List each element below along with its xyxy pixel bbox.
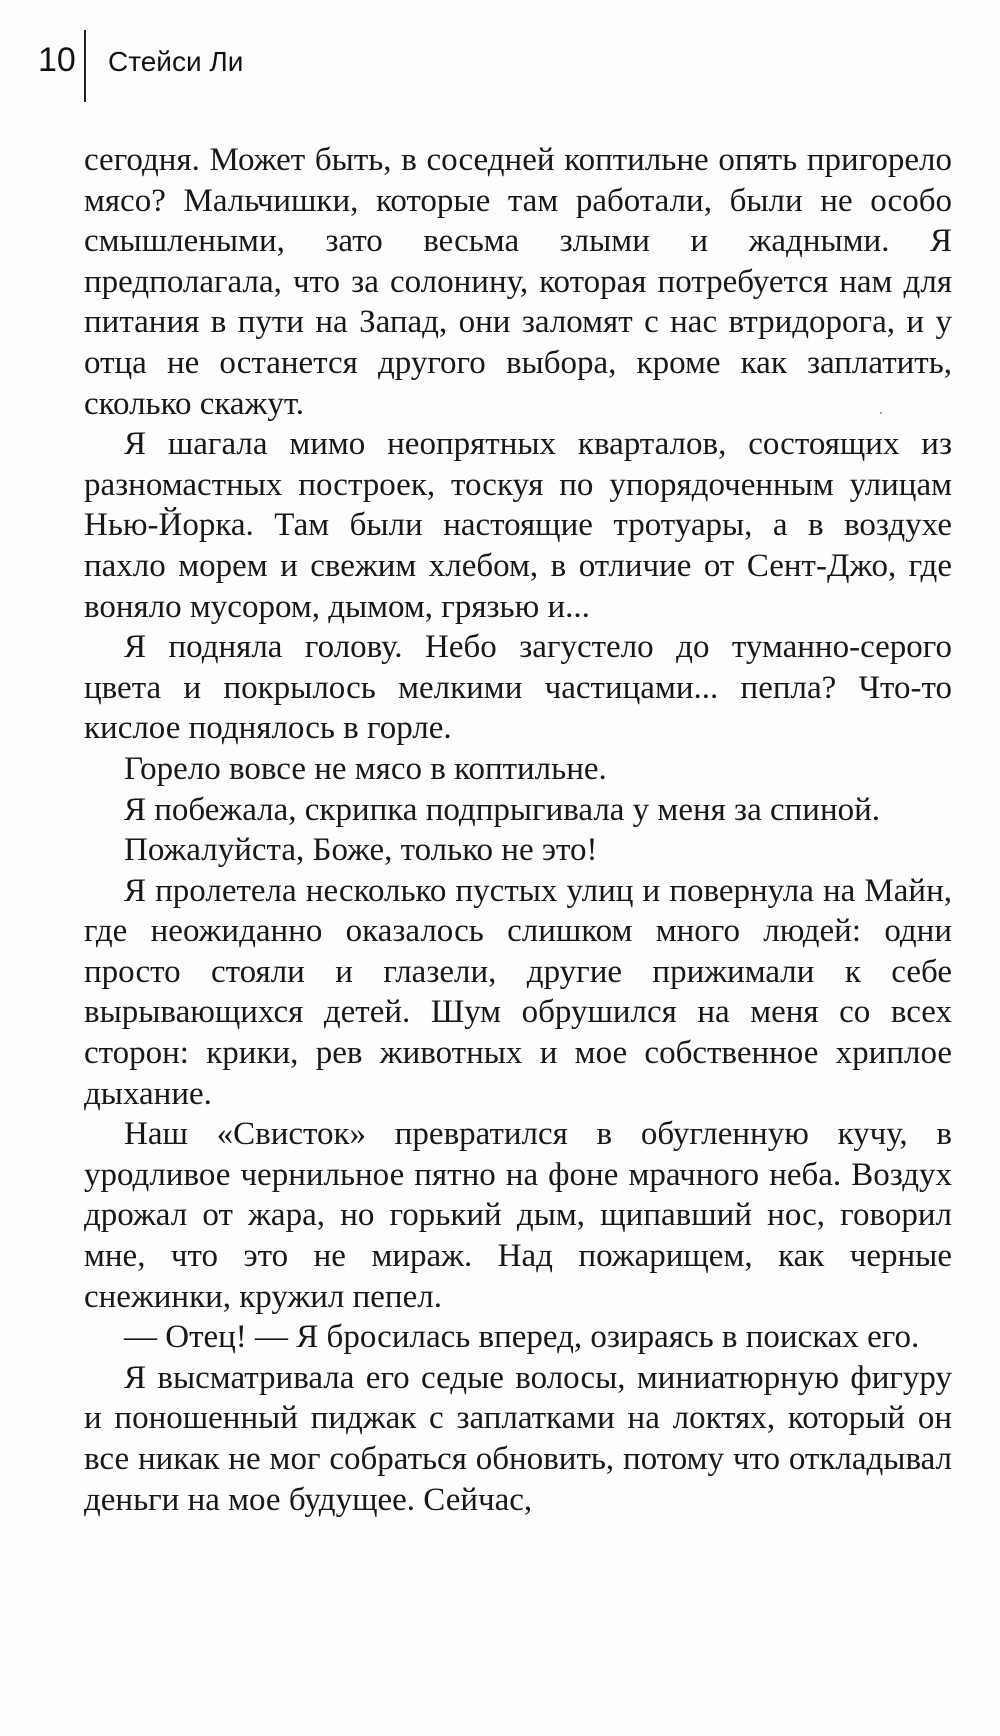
paragraph: Пожалуйста, Боже, только не это! bbox=[124, 832, 598, 869]
print-speck bbox=[880, 412, 882, 414]
paragraph: Я подняла голову. Небо загустело до туманно-серого цвета и покрылось мелкими частицами... пепла? Что-то кислое поднялось в горле. bbox=[84, 629, 952, 747]
paragraph: — Отец! — Я бросилась вперед, озираясь в поисках его. bbox=[124, 1319, 920, 1356]
paragraph: Я высматривала его седые волосы, миниатюрную фигуру и поношенный пиджак с заплатками на локтях, который он все никак не мог собраться обновить, потому что откладывал деньги на мое будущее. Сейчас, bbox=[84, 1359, 952, 1518]
paragraph: Горело вовсе не мясо в коптильне. bbox=[124, 750, 607, 787]
paragraph: Наш «Свисток» превратился в обугленную кучу, в уродливое чернильное пятно на фоне мрачного неба. Воздух дрожал от жара, но горький дым, щипавший нос, говорил мне, что это не мираж. Над пожарищем, как черные снежинки, кружил пепел. bbox=[84, 1116, 952, 1315]
paragraph: сегодня. Может быть, в соседней коптильне опять пригорело мясо? Мальчишки, которые там работали, были не особо смышлеными, зато весьма злыми и жадными. Я предполагала, что за солонину, которая потребуется нам для питания в пути на Запад, они заломят с нас втридорога, и у отца не останется другого выбора, кроме как заплатить, сколько скажут. bbox=[84, 142, 952, 422]
body-text bbox=[84, 140, 952, 1520]
paragraph: Я побежала, скрипка подпрыгивала у меня за спиной. bbox=[124, 791, 881, 828]
paragraph: Я шагала мимо неопрятных кварталов, состоящих из разномастных построек, тоскуя по упорядоченным улицам Нью-Йорка. Там были настоящие тротуары, а в воздухе пахло морем и свежим хлебом, в отличие от Сент-Джо, где воняло мусором, дымом, грязью и... bbox=[84, 426, 952, 625]
page-number: 10 bbox=[38, 41, 76, 79]
header-divider bbox=[84, 30, 86, 102]
running-head-author: Стейси Ли bbox=[108, 46, 244, 77]
paragraph: Я пролетела несколько пустых улиц и повернула на Майн, где неожиданно оказалось слишком много людей: одни просто стояли и глазели, другие прижимали к себе вырывающихся детей. Шум обрушился на меня со всех сторон: крики, рев животных и мое собственное хриплое дыхание. bbox=[84, 872, 952, 1112]
